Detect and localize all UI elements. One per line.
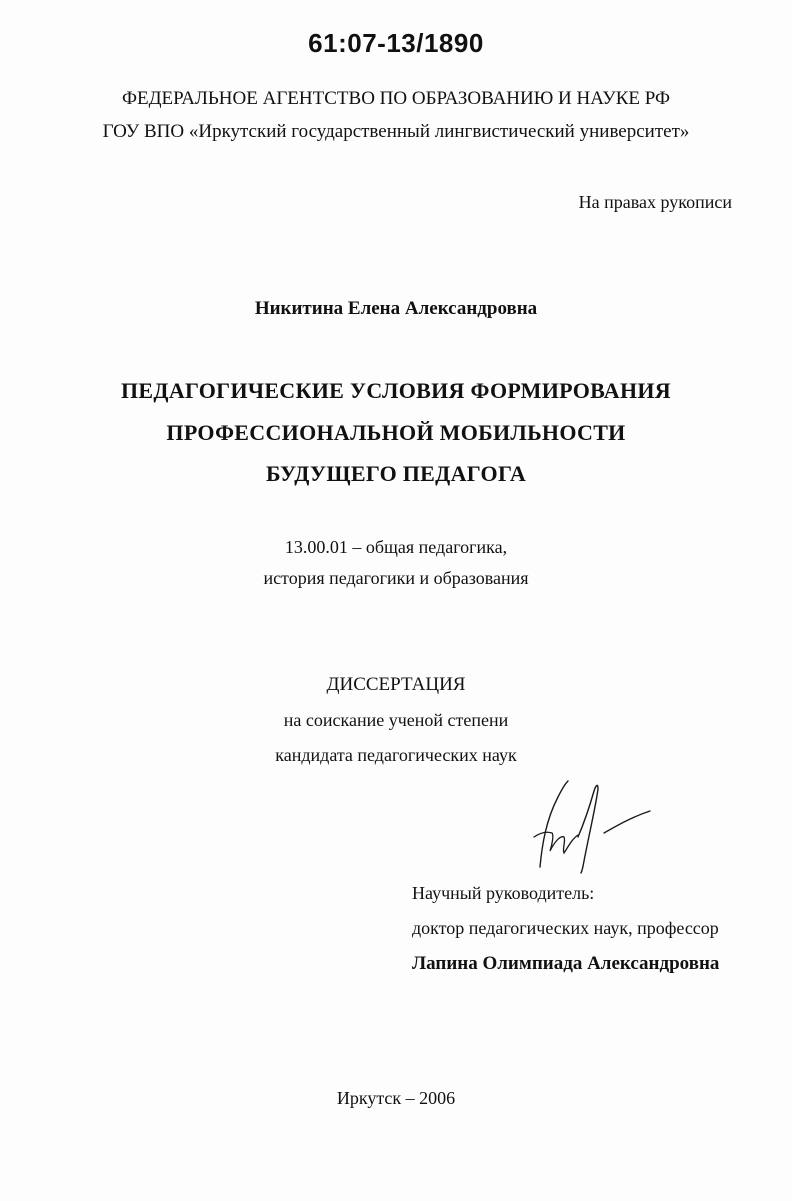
advisor-label: Научный руководитель: [412, 883, 595, 903]
specialty-code: 13.00.01 – общая педагогика, [284, 537, 508, 557]
advisor-name: Лапина Олимпиада Александровна [412, 953, 720, 974]
thesis-title-line-2: ПРОФЕССИОНАЛЬНОЙ МОБИЛЬНОСТИ [166, 420, 626, 445]
specialty-description: история педагогики и образования [263, 568, 529, 588]
thesis-title-line-1: ПЕДАГОГИЧЕСКИЕ УСЛОВИЯ ФОРМИРОВАНИЯ [121, 378, 671, 403]
degree-line-2: кандидата педагогических наук [275, 745, 517, 765]
manuscript-rights-note: На правах рукописи [578, 192, 732, 212]
archive-stamp-number: 61:07-13/1890 [308, 28, 484, 58]
city-year: Иркутск – 2006 [336, 1088, 456, 1108]
advisor-rank: доктор педагогических наук, профессор [412, 918, 719, 938]
handwritten-signature [528, 775, 658, 875]
university-heading: ГОУ ВПО «Иркутский государственный лингвистический университет» [102, 121, 690, 142]
degree-line-1: на соискание ученой степени [283, 710, 509, 730]
agency-heading: ФЕДЕРАЛЬНОЕ АГЕНТСТВО ПО ОБРАЗОВАНИЮ И НАУКЕ РФ [121, 88, 671, 109]
thesis-title-line-3: БУДУЩЕГО ПЕДАГОГА [265, 461, 527, 486]
author-name: Никитина Елена Александровна [254, 298, 538, 319]
dissertation-label: ДИССЕРТАЦИЯ [326, 674, 466, 695]
